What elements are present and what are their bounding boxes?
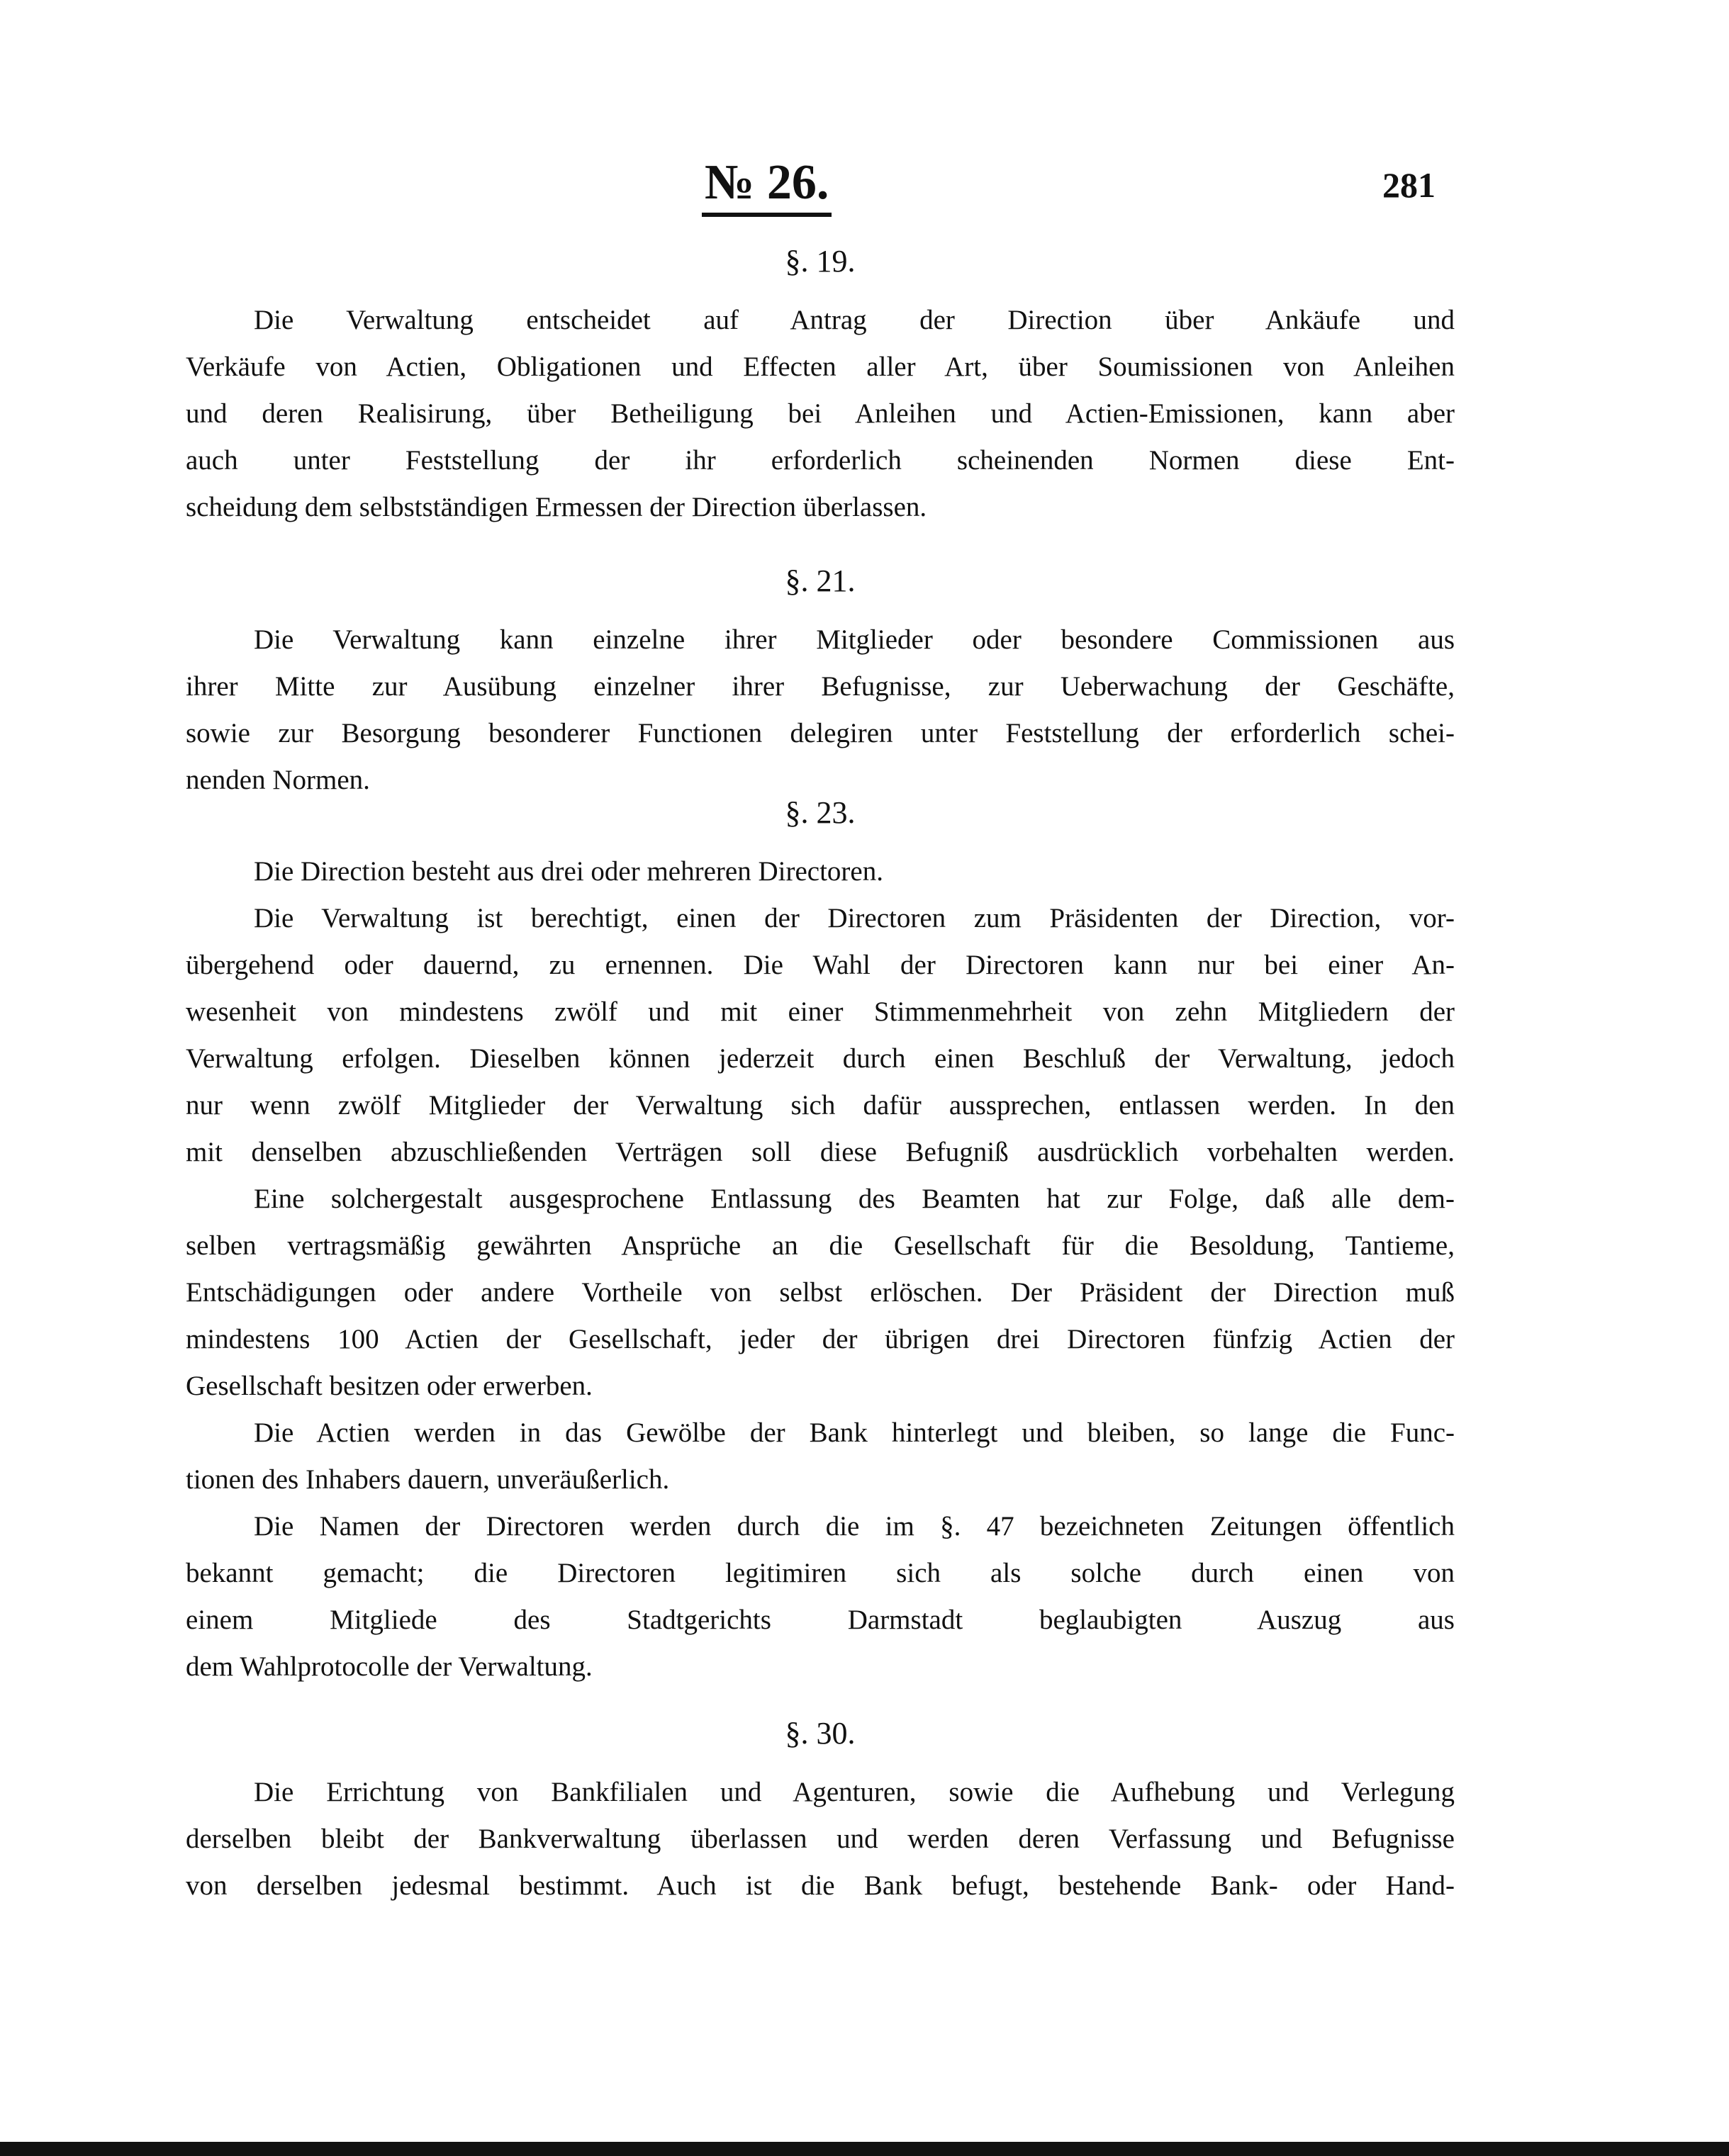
text-line: Die Errichtung von Bankfilialen und Agenturen, sowie die Aufhebung und Verlegung xyxy=(254,1777,1455,1807)
paragraph xyxy=(186,1503,1455,1690)
section xyxy=(186,790,1455,1690)
text-line: ihrer Mitte zur Ausübung einzelner ihrer Befugnisse, zur Ueberwachung der Geschäfte, xyxy=(186,671,1455,702)
paragraph xyxy=(186,1769,1455,1909)
text-line: dem Wahlprotocolle der Verwaltung. xyxy=(186,1651,593,1682)
text-line: Die Namen der Directoren werden durch die im §. 47 bezeichneten Zeitungen öffentlich xyxy=(254,1511,1455,1542)
text-line: scheidung dem selbstständigen Ermessen der Direction überlassen. xyxy=(186,492,927,522)
text-line: mit denselben abzuschließenden Verträgen soll diese Befugniß ausdrücklich vorbehalten werden. xyxy=(186,1137,1455,1167)
page-number: 281 xyxy=(1382,165,1436,205)
text-line: Eine solchergestalt ausgesprochene Entlassung des Beamten hat zur Folge, daß alle dem- xyxy=(254,1184,1455,1214)
text-line: übergehend oder dauernd, zu ernennen. Die Wahl der Directoren kann nur bei einer An- xyxy=(186,950,1455,980)
text-line: Verkäufe von Actien, Obligationen und Effecten aller Art, über Soumissionen von Anleihen xyxy=(186,352,1455,382)
text-line: auch unter Feststellung der ihr erforderlich scheinenden Normen diese Ent- xyxy=(186,445,1455,476)
text-line: sowie zur Besorgung besonderer Functionen delegiren unter Feststellung der erforderlich schei- xyxy=(186,718,1455,748)
text-line: wesenheit von mindestens zwölf und mit einer Stimmenmehrheit von zehn Mitgliedern der xyxy=(186,996,1455,1027)
issue-number: № 26. xyxy=(702,157,832,217)
document-body xyxy=(186,238,1455,1909)
section-heading: §. 19. xyxy=(785,244,856,279)
text-line: bekannt gemacht; die Directoren legitimiren sich als solche durch einen von xyxy=(186,1558,1455,1588)
paragraph xyxy=(186,617,1455,804)
text-line: selben vertragsmäßig gewährten Ansprüche an die Gesellschaft für die Besoldung, Tantieme, xyxy=(186,1230,1455,1261)
text-line: Entschädigungen oder andere Vortheile von selbst erlöschen. Der Präsident der Direction muß xyxy=(186,1277,1455,1308)
paragraph xyxy=(186,1176,1455,1410)
section xyxy=(186,1710,1455,1909)
text-line: nur wenn zwölf Mitglieder der Verwaltung sich dafür aussprechen, entlassen werden. In den xyxy=(186,1090,1455,1121)
paragraph xyxy=(186,895,1455,1176)
section-heading: §. 21. xyxy=(785,563,856,598)
text-line: einem Mitgliede des Stadtgerichts Darmstadt beglaubigten Auszug aus xyxy=(186,1605,1455,1635)
text-line: Gesellschaft besitzen oder erwerben. xyxy=(186,1371,593,1401)
text-line: tionen des Inhabers dauern, unveräußerlich. xyxy=(186,1464,670,1495)
section xyxy=(186,238,1455,531)
text-line: mindestens 100 Actien der Gesellschaft, jeder der übrigen drei Directoren fünfzig Actien der xyxy=(186,1324,1455,1354)
section-heading: §. 23. xyxy=(785,795,856,830)
text-line: derselben bleibt der Bankverwaltung überlassen und werden deren Verfassung und Befugnisse xyxy=(186,1824,1455,1854)
section xyxy=(186,558,1455,804)
text-line: Die Actien werden in das Gewölbe der Bank hinterlegt und bleiben, so lange die Func- xyxy=(254,1417,1455,1448)
text-line: Die Verwaltung entscheidet auf Antrag der Direction über Ankäufe und xyxy=(254,305,1455,335)
text-line: Die Verwaltung ist berechtigt, einen der Directoren zum Präsidenten der Direction, vor- xyxy=(254,903,1455,933)
section-heading: §. 30. xyxy=(785,1716,856,1751)
text-line: Die Direction besteht aus drei oder mehreren Directoren. xyxy=(254,856,883,887)
paragraph xyxy=(186,297,1455,531)
text-line: nenden Normen. xyxy=(186,765,370,795)
text-line: von derselben jedesmal bestimmt. Auch ist die Bank befugt, bestehende Bank- oder Hand- xyxy=(186,1870,1455,1901)
paragraph xyxy=(186,848,1455,895)
text-line: Verwaltung erfolgen. Dieselben können jederzeit durch einen Beschluß der Verwaltung, jedoch xyxy=(186,1043,1455,1074)
text-line: und deren Realisirung, über Betheiligung bei Anleihen und Actien-Emissionen, kann aber xyxy=(186,398,1455,429)
text-line: Die Verwaltung kann einzelne ihrer Mitglieder oder besondere Commissionen aus xyxy=(254,624,1455,655)
scan-edge xyxy=(0,2142,1729,2156)
paragraph xyxy=(186,1410,1455,1503)
